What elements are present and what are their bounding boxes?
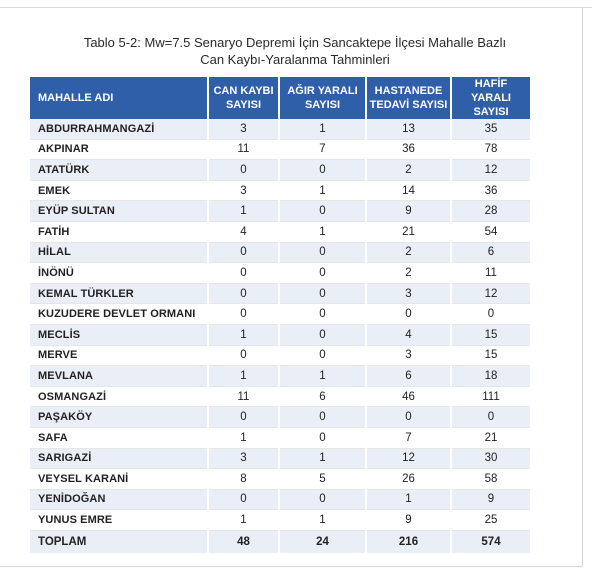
caption-line-2: Can Kaybı-Yaralanma Tahminleri [200, 52, 390, 67]
cell-can-kaybi: 1 [208, 201, 279, 222]
total-hastanede-tedavi: 216 [366, 530, 451, 553]
cell-hafif-yarali: 18 [451, 366, 530, 387]
table-row [30, 345, 530, 366]
cell-can-kaybi: 3 [208, 448, 279, 469]
cell-hafif-yarali: 54 [451, 221, 530, 242]
cell-hastanede-tedavi: 13 [366, 119, 451, 139]
cell-hafif-yarali: 15 [451, 345, 530, 366]
cell-can-kaybi: 0 [208, 160, 279, 181]
table-row [30, 283, 530, 304]
cell-agir-yarali: 1 [279, 448, 366, 469]
cell-hafif-yarali: 25 [451, 510, 530, 531]
cell-hafif-yarali: 15 [451, 324, 530, 345]
cell-can-kaybi: 0 [208, 304, 279, 325]
cell-hastanede-tedavi: 9 [366, 510, 451, 531]
cell-agir-yarali: 0 [279, 407, 366, 428]
table-row [30, 139, 530, 160]
cell-agir-yarali: 0 [279, 263, 366, 284]
cell-hastanede-tedavi: 21 [366, 221, 451, 242]
cell-mahalle-name: PAŞAKÖY [30, 407, 208, 428]
cell-hafif-yarali: 12 [451, 160, 530, 181]
cell-hafif-yarali: 35 [451, 119, 530, 139]
header-can-kaybi: CAN KAYBI SAYISI [208, 77, 279, 119]
casualty-table [30, 77, 530, 553]
table-row [30, 304, 530, 325]
cell-agir-yarali: 5 [279, 469, 366, 490]
cell-can-kaybi: 0 [208, 263, 279, 284]
cell-hafif-yarali: 9 [451, 489, 530, 510]
cell-agir-yarali: 1 [279, 119, 366, 139]
cell-agir-yarali: 1 [279, 180, 366, 201]
cell-agir-yarali: 0 [279, 345, 366, 366]
table-row [30, 242, 530, 263]
cell-can-kaybi: 8 [208, 469, 279, 490]
cell-hastanede-tedavi: 2 [366, 160, 451, 181]
cell-agir-yarali: 0 [279, 201, 366, 222]
cell-can-kaybi: 1 [208, 366, 279, 387]
cell-mahalle-name: FATİH [30, 221, 208, 242]
cell-agir-yarali: 0 [279, 283, 366, 304]
cell-can-kaybi: 0 [208, 283, 279, 304]
cell-agir-yarali: 1 [279, 221, 366, 242]
total-can-kaybi: 48 [208, 530, 279, 553]
cell-mahalle-name: EYÜP SULTAN [30, 201, 208, 222]
cell-agir-yarali: 0 [279, 304, 366, 325]
cell-can-kaybi: 0 [208, 242, 279, 263]
cell-hastanede-tedavi: 9 [366, 201, 451, 222]
cell-hastanede-tedavi: 4 [366, 324, 451, 345]
table-row [30, 386, 530, 407]
cell-hafif-yarali: 78 [451, 139, 530, 160]
cell-agir-yarali: 1 [279, 366, 366, 387]
table-row [30, 427, 530, 448]
cell-can-kaybi: 11 [208, 386, 279, 407]
table-row [30, 469, 530, 490]
cell-mahalle-name: YUNUS EMRE [30, 510, 208, 531]
table-row [30, 407, 530, 428]
cell-hastanede-tedavi: 1 [366, 489, 451, 510]
table-row [30, 489, 530, 510]
table-body [30, 119, 530, 530]
cell-agir-yarali: 0 [279, 489, 366, 510]
table-row [30, 263, 530, 284]
cell-hastanede-tedavi: 2 [366, 263, 451, 284]
table-row [30, 221, 530, 242]
cell-hafif-yarali: 12 [451, 283, 530, 304]
cell-hastanede-tedavi: 14 [366, 180, 451, 201]
cell-hastanede-tedavi: 0 [366, 407, 451, 428]
header-hafif-yarali: HAFİF YARALI SAYISI [451, 77, 530, 119]
cell-hafif-yarali: 21 [451, 427, 530, 448]
table-row [30, 160, 530, 181]
cell-mahalle-name: MEVLANA [30, 366, 208, 387]
cell-hafif-yarali: 58 [451, 469, 530, 490]
right-border [582, 7, 583, 567]
cell-agir-yarali: 0 [279, 242, 366, 263]
table-row [30, 324, 530, 345]
cell-hastanede-tedavi: 3 [366, 345, 451, 366]
table-row [30, 180, 530, 201]
cell-hafif-yarali: 36 [451, 180, 530, 201]
table-row [30, 448, 530, 469]
cell-agir-yarali: 0 [279, 324, 366, 345]
cell-hastanede-tedavi: 36 [366, 139, 451, 160]
cell-hastanede-tedavi: 0 [366, 304, 451, 325]
cell-agir-yarali: 0 [279, 160, 366, 181]
cell-agir-yarali: 1 [279, 510, 366, 531]
total-agir-yarali: 24 [279, 530, 366, 553]
cell-hastanede-tedavi: 6 [366, 366, 451, 387]
cell-mahalle-name: KEMAL TÜRKLER [30, 283, 208, 304]
cell-mahalle-name: SAFA [30, 427, 208, 448]
table-row [30, 201, 530, 222]
table-row [30, 119, 530, 139]
header-row [30, 77, 530, 119]
cell-mahalle-name: VEYSEL KARANİ [30, 469, 208, 490]
cell-mahalle-name: MECLİS [30, 324, 208, 345]
cell-can-kaybi: 0 [208, 489, 279, 510]
cell-can-kaybi: 1 [208, 427, 279, 448]
cell-mahalle-name: ABDURRAHMANGAZİ [30, 119, 208, 139]
table-caption [30, 34, 560, 68]
cell-can-kaybi: 3 [208, 180, 279, 201]
bottom-border [0, 566, 583, 567]
header-mahalle-adi: MAHALLE ADI [30, 77, 208, 119]
cell-can-kaybi: 1 [208, 324, 279, 345]
cell-agir-yarali: 6 [279, 386, 366, 407]
cell-hastanede-tedavi: 12 [366, 448, 451, 469]
cell-hastanede-tedavi: 2 [366, 242, 451, 263]
caption-line-1: Tablo 5-2: Mw=7.5 Senaryo Depremi İçin Sancaktepe İlçesi Mahalle Bazlı [83, 35, 507, 50]
total-row [30, 530, 530, 553]
cell-can-kaybi: 4 [208, 221, 279, 242]
cell-mahalle-name: OSMANGAZİ [30, 386, 208, 407]
cell-hafif-yarali: 0 [451, 407, 530, 428]
cell-can-kaybi: 0 [208, 345, 279, 366]
cell-mahalle-name: AKPINAR [30, 139, 208, 160]
cell-agir-yarali: 7 [279, 139, 366, 160]
cell-mahalle-name: MERVE [30, 345, 208, 366]
cell-hastanede-tedavi: 7 [366, 427, 451, 448]
cell-mahalle-name: HİLAL [30, 242, 208, 263]
total-label: TOPLAM [30, 530, 208, 553]
table-row [30, 366, 530, 387]
cell-hafif-yarali: 11 [451, 263, 530, 284]
cell-mahalle-name: ATATÜRK [30, 160, 208, 181]
total-hafif-yarali: 574 [451, 530, 530, 553]
cell-can-kaybi: 0 [208, 407, 279, 428]
cell-hafif-yarali: 0 [451, 304, 530, 325]
cell-hafif-yarali: 30 [451, 448, 530, 469]
cell-hastanede-tedavi: 46 [366, 386, 451, 407]
cell-hastanede-tedavi: 26 [366, 469, 451, 490]
cell-hafif-yarali: 111 [451, 386, 530, 407]
cell-can-kaybi: 3 [208, 119, 279, 139]
cell-mahalle-name: İNÖNÜ [30, 263, 208, 284]
cell-mahalle-name: KUZUDERE DEVLET ORMANI [30, 304, 208, 325]
table-row [30, 510, 530, 531]
cell-hafif-yarali: 28 [451, 201, 530, 222]
header-hastanede-tedavi: HASTANEDE TEDAVİ SAYISI [366, 77, 451, 119]
cell-mahalle-name: SARIGAZİ [30, 448, 208, 469]
cell-hafif-yarali: 6 [451, 242, 530, 263]
cell-mahalle-name: EMEK [30, 180, 208, 201]
cell-hastanede-tedavi: 3 [366, 283, 451, 304]
cell-mahalle-name: YENİDOĞAN [30, 489, 208, 510]
cell-can-kaybi: 1 [208, 510, 279, 531]
header-agir-yarali: AĞIR YARALI SAYISI [279, 77, 366, 119]
cell-can-kaybi: 11 [208, 139, 279, 160]
cell-agir-yarali: 0 [279, 427, 366, 448]
top-border [0, 0, 592, 8]
